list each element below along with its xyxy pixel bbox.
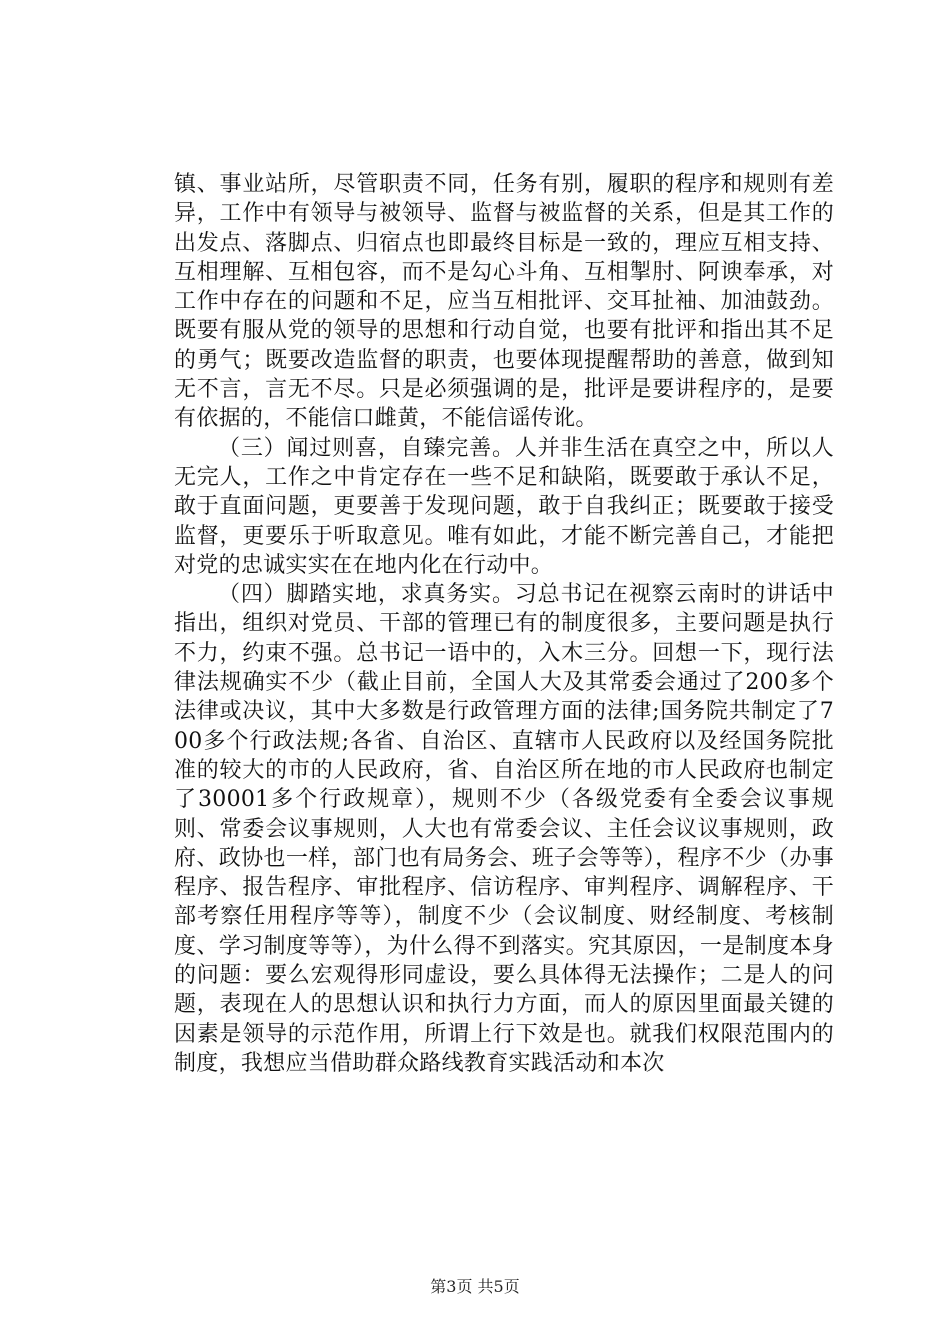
paragraph-section-three: （三）闻过则喜，自臻完善。人并非生活在真空之中，所以人无完人，工作之中肯定存在一些不足和缺陷，既要敢于承认不足，敢于直面问题，更要善于发现问题，敢于自我纠正；既要敢于接受监督，更要乐于听取意见。唯有如此，才能不断完善自己，才能把对党的忠诚实实在在地内化在行动中。 — [174, 435, 834, 578]
paragraph-section-four: （四）脚踏实地，求真务实。习总书记在视察云南时的讲话中指出，组织对党员、干部的管理已有的制度很多，主要问题是执行不力，约束不强。总书记一语中的，入木三分。回想一下，现行法律法规确实不少（截止目前，全国人大及其常委会通过了200多个法律或决议，其中大多数是行政管理方面的法律;国务院共制定了700多个行政法规;各省、自治区、直辖市人民政府以及经国务院批准的较大的市的人民政府，省、自治区所在地的市人民政府也制定了30001多个行政规章），规则不少（各级党委有全委会议事规则、常委会议事规则，人大也有常委会议、主任会议议事规则，政府、政协也一样，部门也有局务会、班子会等等），程序不少（办事程序、报告程序、审批程序、信访程序、审判程序、调解程序、干部考察任用程序等等），制度不少（会议制度、财经制度、考核制度、学习制度等等），为什么得不到落实。究其原因，一是制度本身的问题：要么宏观得形同虚设，要么具体得无法操作；二是人的问题，表现在人的思想认识和执行力方面，而人的原因里面最关键的因素是领导的示范作用，所谓上行下效是也。就我们权限范围内的制度，我想应当借助群众路线教育实践活动和本次 — [174, 582, 834, 1076]
document-body — [174, 170, 834, 1078]
paragraph-continuation: 镇、事业站所，尽管职责不同，任务有别，履职的程序和规则有差异，工作中有领导与被领导、监督与被监督的关系，但是其工作的出发点、落脚点、归宿点也即最终目标是一致的，理应互相支持、互相理解、互相包容，而不是勾心斗角、互相掣肘、阿谀奉承，对工作中存在的问题和不足，应当互相批评、交耳扯袖、加油鼓劲。既要有服从党的领导的思想和行动自觉，也要有批评和指出其不足的勇气；既要改造监督的职责，也要体现提醒帮助的善意，做到知无不言，言无不尽。只是必须强调的是，批评是要讲程序的，是要有依据的，不能信口雌黄，不能信谣传讹。 — [174, 172, 834, 432]
page-number-footer: 第3页 共5页 — [430, 1277, 520, 1296]
